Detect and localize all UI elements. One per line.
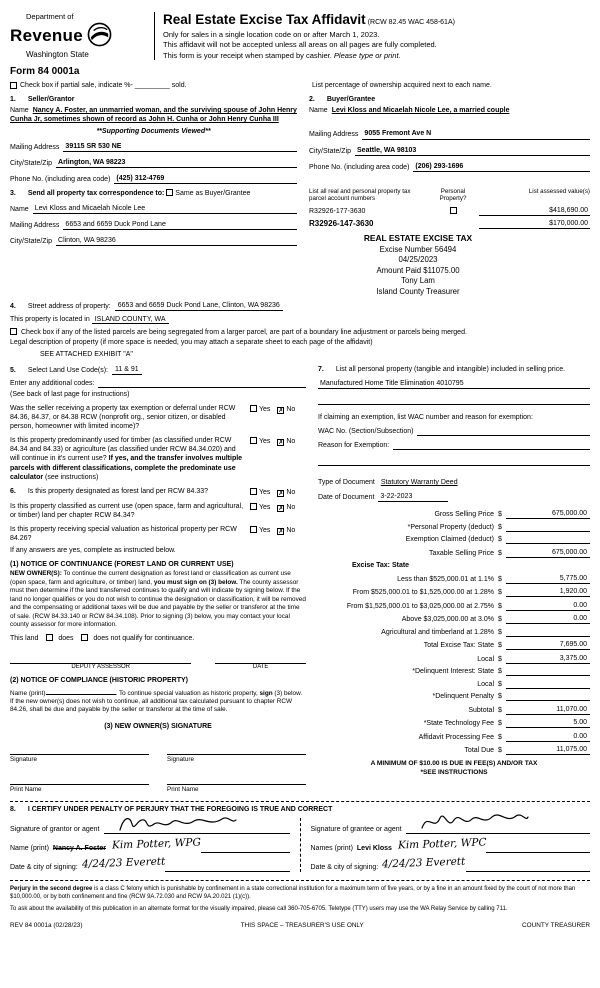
assessed-values-header: List assessed value(s)	[528, 187, 590, 195]
partial-sale-row	[10, 81, 300, 90]
deputy-assessor-label: DEPUTY ASSESSOR	[71, 663, 130, 670]
owner-printname-field-2[interactable]	[167, 776, 306, 785]
legal-description-value: SEE ATTACHED EXHIBIT "A"	[40, 350, 133, 358]
tax-row-delinquent-penalty: *Delinquent Penalty $	[318, 692, 590, 701]
parcel-numbers-header: List all real and personal property tax parcel account numbers	[309, 187, 411, 203]
revenue-logo-icon	[87, 22, 112, 50]
see-instructions-note: *SEE INSTRUCTIONS	[420, 768, 488, 776]
correspondence-csz-value: Clinton, WA 98236	[56, 236, 297, 246]
notice-compliance-body: Name (print) . To continue special valuation as historic property, sign (3) below. If the new owner(s) does not wish to continue, all additional tax calculated pursuant to chapter RCW 84.26, shall be due and payable by the seller or transferor at the time of sale.	[10, 687, 306, 715]
buyer-csz-value: Seattle, WA 98103	[355, 146, 590, 156]
grantor-signature-scribble	[118, 812, 238, 836]
dept-of-label: Department of	[26, 12, 74, 21]
correspondence-mailing-value: 6653 and 6659 Duck Pond Lane	[63, 220, 297, 230]
grantor-printed-name: Nancy A. Foster	[52, 844, 106, 852]
tax-row-delinquent-interest-local: Local $	[318, 680, 590, 689]
perjury-notice: Perjury in the second degree is a class C felony which is punishable by confinement in a state correctional institution for a maximum term of five years, or by a fine in an amount fixed by the court of not more than $10,000.00, or by both confinement and fine (RCW 9A.72.030 and RCW 9A.20.021 (1)(c)).	[10, 885, 576, 900]
tax-row-total-excise-state: Total Excise Tax: State $ 7,695.00	[318, 640, 590, 650]
tax-row-excise-tax-state-header: Excise Tax: State	[352, 562, 410, 570]
grantor-date-line	[165, 863, 289, 872]
seller-mailing-value: 39115 SR 530 NE	[63, 142, 297, 152]
s5q2-no-checkmark: ✗	[278, 439, 284, 447]
s6q1-no-checkmark: ✗	[278, 489, 284, 497]
buyer-phone-value: (206) 293-1696	[413, 162, 590, 172]
ownership-note: List percentage of ownership acquired next to each name.	[312, 82, 492, 90]
tax-value: 0.00	[506, 732, 590, 742]
s6q2-yes-checkbox[interactable]	[250, 503, 257, 510]
tax-row-total-excise-local: Local $ 3,375.00	[318, 654, 590, 664]
tax-row-gross-selling-price: Gross Selling Price $ 675,000.00	[318, 509, 590, 519]
document-date-value: 3-22-2023	[378, 492, 448, 502]
tax-value: 5.00	[506, 718, 590, 728]
s6q2-no-checkmark: ✗	[278, 504, 284, 512]
exemption-deferral-question: Was the seller receiving a property tax exemption or deferral under RCW 84.36, 84.37, or 84.38 RCW (nonprofit org., senior citizen, or disabled person, homeowner with limited income)? Yes ✗ No	[10, 404, 296, 431]
grantee-handwritten-name: Kim Potter, WPC	[397, 836, 487, 852]
owner-printname-field-1[interactable]	[10, 776, 149, 785]
dor-logo-block	[10, 10, 152, 60]
tax-value: 5,775.00	[506, 574, 590, 584]
does-qualify-checkbox[interactable]	[46, 634, 53, 641]
tax-correspondence-and-parcels	[10, 184, 590, 297]
s6q1-no-checkbox[interactable]	[277, 490, 284, 497]
tax-correspondence-section: 3. Send all property tax correspondence to: Same as Buyer/Grantee Name Levi Kloss and Micaelah Nicole Lee Mailing Address 6653 and 6659 Duck Pond Lane City/State/Zip Clinton, WA 98236	[10, 184, 297, 297]
footer-bottom-row	[10, 922, 590, 930]
segregated-parcel-label: Check box if any of the listed parcels are being segregated from a larger parcel, are part of a boundary line adjustment or parcels being merged.	[21, 329, 467, 337]
same-as-buyer-label: Same as Buyer/Grantee	[175, 189, 251, 197]
tax-row-state-technology-fee: *State Technology Fee $ 5.00	[318, 718, 590, 728]
tax-value	[506, 535, 590, 544]
treasurer-space-label: THIS SPACE – TREASURER'S USE ONLY	[240, 921, 364, 929]
tax-value	[506, 628, 590, 637]
form-number: Form 84 0001a	[10, 66, 80, 78]
s6q3-no-checkbox[interactable]	[277, 528, 284, 535]
s6q3-yes-checkbox[interactable]	[250, 526, 257, 533]
tax-value: 675,000.00	[506, 509, 590, 519]
seller-title: Seller/Grantor	[27, 96, 75, 104]
rcw-reference: (RCW 82.45 WAC 458-61A)	[367, 19, 455, 26]
header-note-1: Only for sales in a single location code on or after March 1, 2023.	[163, 29, 380, 39]
document-header	[10, 10, 590, 62]
tax-row-personal-property-deduct: *Personal Property (deduct) $	[318, 523, 590, 532]
parties-sections	[10, 90, 590, 184]
additional-codes-field[interactable]	[98, 379, 306, 388]
owner-signature-field-1[interactable]	[10, 746, 149, 755]
selling-price-column: 7. List all personal property (tangible and intangible) included in selling price. Manufactured Home Title Elimination 4010795 If claiming an exemption, list WAC number and reason for exemption: WAC No. (Section/Subsection) Reason for Exemption: Type of Document Statutory Warranty Deed Date of Document 3-22-2023 Gross Selling Price $ 675,000.00 *Personal Property (deduct) $ Exemption Claimed (deduct) $ Taxable Selling Price $ 675,000.00 Excise Tax: State Less than $525,000.01 at 1.1% $ 5,775.00 From $525,000.01 to $1,525,000.00 at 1.28% $ 1,920.00 From $1,525,000.01 to $3,025,000.00 at 2.75% $ 0.00 Above $3,025,000.00 at 3.0% $ 0.00 Agricultural and timberland at 1.28% $ Total Excise Tax: State $ 7,695.00 Local $ 3,375.00 *Delinquent Interest: State $ Local $ *Delinquent Penalty $ Subtotal $ 11,070.00 *State Technology Fee $ 5.00 Affidavit Processing Fee $ 0.00 Total Due $ 11,075.00 A MINIMUM OF $10.00 IS DUE IN FEE(S) AND/OR TAX *SEE INSTRUCTIONS	[318, 365, 590, 795]
land-use-column: 5. Select Land Use Code(s): 11 & 91 Enter any additional codes: (See back of last page for instructions) Was the seller receiving a property tax exemption or deferral under RCW 84.36, 84.37, or 84.38 RCW (nonprofit org., senior citizen, or disabled person, homeowner with limited income)? Yes ✗ No Is this property predominantly used for timber (as classified under RCW 84.34 and 84.33) or agriculture (as classified under RCW 84.34.020) and will continue in it's current use? If yes, and the transfer involves multiple parcels with different classifications, complete the predominate use calculator (see instructions) Yes ✗ No 6. Is this property designated as forest land per RCW 84.33? Yes ✗ No Is this property classified as current use (open space, farm and agricultural, or timber) land per chapter RCW 84.34? Yes ✗ No Is this property receiving special valuation as historical property per RCW 84.26? Yes ✗ No If any answers are yes, complete as instructed below. (1) NOTICE OF CONTINUANCE (FOREST LAND OR CURRENT USE) NEW OWNER(S): To continue the current designation as forest land or classification as current use (open space, farm and agriculture, or timber) land, you must sign on (3) below. The county assessor must then determine if the land transferred continues to qualify and will indicate by signing below. If the land no longer qualifies or you do not wish to continue the designation or classification, it will be removed and the compensating or additional taxes will be due and payable by the seller or transferor at the time of sale. (RCW 84.33.140 or RCW 84.34.108). Prior to signing (3) below, you may contact your local county assessor for more information. This land does does not qualify for continuance. DEPUTY ASSESSOR DATE (2) NOTICE OF COMPLIANCE (HISTORIC PROPERTY) Name (print) . To continue special valuation as historic property, sign (3) below. If the new owner(s) does not wish to continue, all additional tax calculated pursuant to chapter RCW 84.26, shall be due and payable by the seller or transferor at the time of sale. (3) NEW OWNER(S) SIGNATURE Signature Signature Print Name Print Name	[10, 365, 306, 794]
tax-value: 3,375.00	[506, 654, 590, 664]
does-not-qualify-checkbox[interactable]	[81, 634, 88, 641]
exemption-reason-blank-line	[318, 457, 590, 466]
tax-value: 7,695.00	[506, 640, 590, 650]
personal-property-header: Personal Property?	[439, 187, 467, 203]
exemption-reason-field[interactable]	[393, 441, 590, 450]
stamp-amount-paid: Amount Paid $11075.00	[376, 265, 460, 275]
notice-continuance-body: NEW OWNER(S): To continue the current designation as forest land or classification as current use (open space, farm and agriculture, or timber) land, you must sign on (3) below. The county assessor must then determine if the land transferred continues to qualify and will indicate by signing below. If the land no longer qualifies or you do not wish to continue the designation or classification, it will be removed and the compensating or additional taxes will be due and payable by the seller or transferor at the time of sale. (RCW 84.33.140 or RCW 84.34.108). Prior to signing (3) below, you may contact your local county assessor for more information.	[10, 570, 306, 629]
owner-signature-row: Signature Signature	[10, 746, 306, 764]
continuance-qualify-row: This land does does not qualify for continuance.	[10, 634, 195, 642]
owner-signature-field-2[interactable]	[167, 746, 306, 755]
buyer-name-value: Levi Kloss and Micaelah Nicole Lee, a married couple	[331, 107, 510, 115]
header-note-2: This affidavit will not be accepted unless all areas on all pages are fully completed.	[163, 40, 437, 50]
parcel-row	[309, 206, 590, 216]
tax-value	[506, 523, 590, 532]
tax-value: 0.00	[506, 614, 590, 624]
tax-row-subtotal: Subtotal $ 11,070.00	[318, 705, 590, 715]
revenue-wordmark: Revenue	[10, 25, 83, 45]
document-type-value: Statutory Warranty Deed	[380, 479, 458, 487]
tax-value: 675,000.00	[506, 548, 590, 558]
seller-name-value: Nancy A. Foster, an unmarried woman, and the surviving spouse of John Henry Cunha Jr, sometimes shown of record as John H. Cunha or John Henry Cunha III	[10, 107, 297, 124]
historic-property-question: Is this property receiving special valuation as historical property per RCW 84.26? Yes ✗ No	[10, 526, 296, 543]
certification-section: 8. I CERTIFY UNDER PENALTY OF PERJURY THAT THE FOREGOING IS TRUE AND CORRECT Signature of grantor or agent Name (print) Nancy A. Foster Kim Potter, WPG Date & city of signing: 4/24/23 Everett Signature of grantee or agent Names (print) Levi Kloss Kim Potter, WPC Date & city of signing: 4/24/23 Everett	[10, 801, 590, 880]
land-use-code-value: 11 & 91	[112, 365, 142, 375]
send-correspondence-label: Send all property tax correspondence to:	[27, 189, 165, 197]
exemption-intro: If claiming an exemption, list WAC number and reason for exemption:	[318, 413, 533, 421]
tax-row-tier1: Less than $525,000.01 at 1.1% $ 5,775.00	[318, 574, 590, 584]
forest-land-question: 6. Is this property designated as forest land per RCW 84.33? Yes ✗ No	[10, 487, 296, 497]
date-label: DATE	[252, 663, 269, 670]
partial-sale-label: Check box if partial sale, indicate %- _________ sold.	[20, 82, 187, 90]
grantor-handwritten-name: Kim Potter, WPG	[111, 836, 202, 852]
legal-description-label: Legal description of property (if more space is needed, you may attach a separate sheet to each page of the affidavit)	[10, 338, 373, 346]
grantee-signature-scribble	[420, 810, 530, 836]
tax-value: 1,920.00	[506, 587, 590, 597]
accessibility-notice: To ask about the availability of this publication in an alternate format for the visually impaired, please call 360-705-6705. Teletype (TTY) users may use the WA Relay Service by calling 711.	[10, 905, 508, 912]
deputy-assessor-lines	[10, 655, 306, 664]
current-use-question: Is this property classified as current use (open space, farm and agricultural, or timber) land per chapter RCW 84.34? Yes ✗ No	[10, 502, 296, 519]
owner-printname-row: Print Name Print Name	[10, 776, 306, 794]
grantee-date-city-value: 4/24/23 Everett	[381, 855, 466, 871]
seller-phone-value: (425) 312-4769	[114, 174, 297, 184]
buyer-grantee-section: 2. Buyer/Grantee Name Levi Kloss and Micaelah Nicole Lee, a married couple Mailing Address 9055 Fremont Ave N City/State/Zip Seattle, WA 98103 Phone No. (including area code) (206) 293-1696	[309, 90, 590, 184]
partial-sale-checkbox[interactable]	[10, 82, 17, 89]
grantor-signature-block: Signature of grantor or agent Name (print) Nancy A. Foster Kim Potter, WPG Date & city of signing: 4/24/23 Everett	[10, 818, 300, 871]
s6q3-no-checkmark: ✗	[278, 528, 284, 535]
deputy-assessor-labels	[10, 664, 306, 672]
tax-value: 0.00	[506, 601, 590, 611]
grantee-signature-block: Signature of grantee or agent Names (print) Levi Kloss Kim Potter, WPC Date & city of signing: 4/24/23 Everett	[300, 818, 591, 871]
property-address-section: 4. Street address of property: 6653 and 6659 Duck Pond Lane, Clinton, WA 98236 This property is located in ISLAND COUNTY, WA Check box if any of the listed parcels are being segregated from a larger parcel, are part of a boundary line adjustment or parcels being merged. Legal description of property (if more space is needed, you may attach a separate sheet to each page of the affidavit) SEE ATTACHED EXHIBIT "A"	[10, 301, 590, 358]
personal-property-blank-line	[318, 396, 590, 405]
form-subheader	[10, 65, 590, 90]
s5q1-yes-checkbox[interactable]	[250, 405, 257, 412]
personal-property-value: Manufactured Home Title Elimination 4010795	[318, 379, 590, 389]
seller-csz-value: Arlington, WA 98223	[56, 158, 297, 168]
parcel-number: R32926-147-3630	[309, 218, 374, 228]
notice-compliance-title: (2) NOTICE OF COMPLIANCE (HISTORIC PROPERTY)	[10, 677, 188, 685]
wac-number-field[interactable]	[417, 427, 590, 436]
tax-row-tier2: From $525,000.01 to $1,525,000.00 at 1.28% $ 1,920.00	[318, 587, 590, 597]
tax-value	[506, 667, 590, 676]
personal-property-checkbox[interactable]	[450, 207, 457, 214]
same-as-buyer-checkbox[interactable]	[166, 189, 173, 196]
s5q1-no-checkbox[interactable]	[277, 407, 284, 414]
historic-name-field[interactable]	[46, 687, 116, 695]
grantor-date-city-value: 4/24/23 Everett	[81, 855, 166, 871]
header-note-3: This form is your receipt when stamped by cashier. Please type or print.	[163, 51, 401, 61]
assessed-value: $170,000.00	[479, 219, 590, 229]
tax-row-delinquent-interest-state: *Delinquent Interest: State $	[318, 667, 590, 676]
segregated-parcel-checkbox[interactable]	[10, 328, 17, 335]
tax-value	[506, 692, 590, 701]
excise-tax-table	[318, 509, 590, 755]
s5q2-no-checkbox[interactable]	[277, 439, 284, 446]
s5q2-yes-checkbox[interactable]	[250, 437, 257, 444]
grantee-name-line	[486, 844, 590, 853]
stamp-excise-number: Excise Number 56494	[379, 244, 457, 254]
buyer-mailing-value: 9055 Fremont Ave N	[362, 129, 590, 139]
tax-row-agricultural-timberland: Agricultural and timberland at 1.28% $	[318, 628, 590, 637]
main-body	[10, 365, 590, 795]
property-county-value: ISLAND COUNTY, WA	[92, 316, 169, 324]
grantor-signature-field[interactable]	[104, 825, 290, 834]
supporting-docs-note: **Supporting Documents Viewed**	[96, 127, 211, 135]
buyer-title: Buyer/Grantee	[326, 96, 376, 104]
grantee-printed-name: Levi Kloss	[356, 844, 392, 852]
page-title: Real Estate Excise Tax Affidavit	[163, 12, 366, 27]
seller-grantor-section: 1. Seller/Grantor Name Nancy A. Foster, an unmarried woman, and the surviving spouse of John Henry Cunha Jr, sometimes shown of record as John H. Cunha or John Henry Cunha III **Supporting Documents Viewed** Mailing Address 39115 SR 530 NE City/State/Zip Arlington, WA 98223 Phone No. (including area code) (425) 312-4769	[10, 96, 297, 183]
s5q1-no-checkmark: ✗	[278, 406, 284, 414]
street-address-value: 6653 and 6659 Duck Pond Lane, Clinton, WA 98236	[115, 301, 283, 311]
s6q2-no-checkbox[interactable]	[277, 505, 284, 512]
rev-form-number: REV 84 0001a (02/28/23)	[10, 921, 83, 929]
grantee-date-line	[466, 863, 590, 872]
s6q1-yes-checkbox[interactable]	[250, 488, 257, 495]
tax-row-taxable-selling-price: Taxable Selling Price $ 675,000.00	[318, 548, 590, 558]
tax-row-tier3: From $1,525,000.01 to $3,025,000.00 at 2.75% $ 0.00	[318, 601, 590, 611]
if-yes-note: If any answers are yes, complete as instructed below.	[10, 547, 176, 555]
minimum-fee-note: A MINIMUM OF $10.00 IS DUE IN FEE(S) AND/OR TAX	[370, 760, 538, 768]
tax-row-exemption-claimed: Exemption Claimed (deduct) $	[318, 535, 590, 544]
personal-property-intro: List all personal property (tangible and intangible) included in selling price.	[335, 365, 566, 373]
parcel-number: R32926-177-3630	[309, 207, 366, 215]
correspondence-name-value: Levi Kloss and Micaelah Nicole Lee	[33, 204, 297, 214]
stamp-title: REAL ESTATE EXCISE TAX	[363, 233, 473, 244]
stamp-treasurer-name: Tony Lam	[401, 276, 435, 286]
tax-row-total-due: Total Due $ 11,075.00	[318, 745, 590, 755]
parcel-section	[309, 184, 590, 297]
header-divider	[154, 12, 155, 60]
new-owners-signature-title: (3) NEW OWNER(S) SIGNATURE	[104, 722, 212, 730]
tax-row-affidavit-processing-fee: Affidavit Processing Fee $ 0.00	[318, 732, 590, 742]
land-use-instructions-note: (See back of last page for instructions)	[10, 390, 130, 398]
notice-continuance-title: (1) NOTICE OF CONTINUANCE (FOREST LAND OR CURRENT USE)	[10, 561, 234, 569]
grantor-name-line	[201, 844, 290, 853]
certify-statement: I CERTIFY UNDER PENALTY OF PERJURY THAT THE FOREGOING IS TRUE AND CORRECT	[27, 806, 333, 814]
tax-value: 11,070.00	[506, 705, 590, 715]
stamp-treasurer-office: Island County Treasurer	[376, 286, 460, 296]
tax-row-tier4: Above $3,025,000.00 at 3.0% $ 0.00	[318, 614, 590, 624]
parcel-row	[309, 219, 590, 229]
tax-value	[506, 680, 590, 689]
tax-value: 11,075.00	[506, 745, 590, 755]
grantee-signature-field[interactable]	[406, 825, 590, 834]
washington-state-label: Washington State	[26, 49, 89, 59]
excise-tax-stamp	[323, 233, 513, 297]
timber-agriculture-question: Is this property predominantly used for timber (as classified under RCW 84.34 and 84.33) or agriculture (as classified under RCW 84.34.020) and will continue in it's current use? If yes, and the transfer involves multiple parcels with different classifications, complete the predominate use calculator (see instructions) Yes ✗ No	[10, 437, 296, 481]
stamp-date: 04/25/2023	[398, 255, 438, 265]
county-treasurer-label: COUNTY TREASURER	[522, 921, 590, 929]
assessed-value: $418,690.00	[479, 206, 590, 216]
